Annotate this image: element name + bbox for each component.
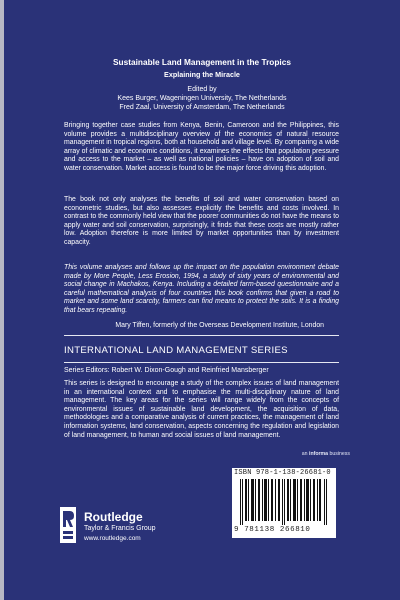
edited-by-label: Edited by [187, 86, 217, 93]
informa-brand: informa [309, 451, 329, 457]
barcode-digits: 9 781138 266810 [234, 526, 311, 534]
publisher-name: Routledge [84, 510, 143, 524]
editor-2: Fred Zaal, University of Amsterdam, The Netherlands [119, 104, 285, 112]
isbn-text: ISBN 978-1-138-26681-0 [234, 469, 331, 477]
divider-top [64, 335, 339, 336]
publisher-group: Taylor & Francis Group [84, 525, 156, 532]
editors-block [4, 85, 400, 113]
barcode-bars-icon [240, 479, 328, 525]
back-cover [4, 0, 400, 600]
book-title: Sustainable Land Management in the Tropics [113, 57, 291, 67]
barcode [232, 468, 336, 538]
series-title: INTERNATIONAL LAND MANAGEMENT SERIES [64, 345, 288, 356]
book-subtitle: Explaining the Miracle [164, 70, 240, 79]
routledge-logo-icon [60, 507, 76, 543]
publisher-url[interactable]: www.routledge.com [84, 535, 141, 542]
editor-1: Kees Burger, Wageningen University, The Netherlands [117, 95, 287, 103]
divider-bottom [64, 362, 339, 363]
informa-prefix: an [301, 451, 308, 457]
blurb-paragraph-2: The book not only analyses the benefits of soil and water conservation based on econometric studies, but also assesses explicitly the benefits and costs involved. In contrast to the commonly held view that the poorer communities do not have the means to apply water and soil conservation, surprisingly, it finds that these costs are mostly rather low. Adoption therefore is more limited by market opportunities than by investment capacity. [64, 196, 339, 246]
informa-business-tag [302, 451, 350, 457]
blurb-paragraph-1: Bringing together case studies from Kenya, Benin, Cameroon and the Philippines, this volume provides a multidisciplinary overview of the economics of natural resource management in tropical regions, both at household and village level. By comparing a wide array of climatic and economic conditions, it examines the effects that population pressure and access to the market – as well as national policies – have on adoption of soil and water conservation. Market access is found to be the major force driving this adoption. [64, 122, 339, 172]
endorsement-attribution: Mary Tiffen, formerly of the Overseas Development Institute, London [115, 322, 324, 329]
endorsement-quote: This volume analyses and follows up the impact on the population environment debate made by More People, Less Erosion, 1994, a study of sixty years of environmental and social change in Machakos, Kenya. Including a detailed farm-based questionnaire and a careful mathematical analysis of four countries this book confirms that given a road to market and some land scarcity, farmers can find means to protect the soils. It is a finding that bears repeating. [64, 264, 339, 314]
informa-suffix: business [329, 451, 350, 457]
series-description: This series is designed to encourage a study of the complex issues of land management in an international context and to emphasise the multi-disciplinary nature of land management. The key areas for the series will range widely from the concepts of environmental issues of sustainable land development, the acquisition of data, methodologies and a comparative analysis of current practices, the management of land information systems, land conservation, aspects concerning the regulation and legislation of land management, to human and social issues of land management. [64, 380, 339, 439]
series-editors: Series Editors: Robert W. Dixon-Gough and Reinfried Mansberger [64, 367, 269, 374]
